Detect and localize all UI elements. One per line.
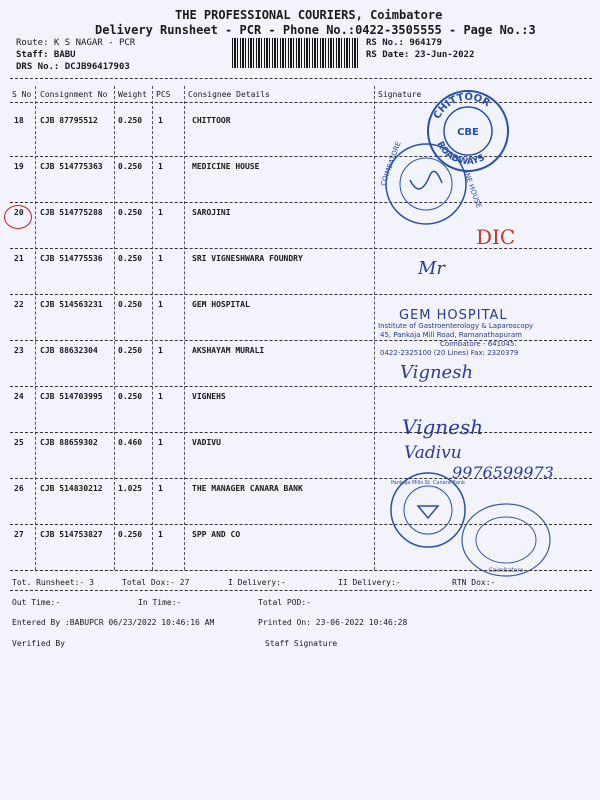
col-separator: [374, 86, 375, 570]
row-sno: 18: [14, 116, 24, 125]
total-pod: Total POD:-: [258, 598, 311, 607]
handwritten-phone: 9976599973: [452, 463, 554, 482]
row-consignee: GEM HOSPITAL: [192, 300, 250, 309]
chittoor-stamp-bottom: ROADWAYS: [434, 139, 487, 168]
row-consignment: CJB 514775536: [40, 254, 103, 263]
col-sno: S No: [12, 90, 32, 99]
svg-text:CHITTOOR: [432, 92, 492, 121]
row-consignment: CJB 514753827: [40, 530, 103, 539]
row-pcs: 1: [158, 346, 163, 355]
row-pcs: 1: [158, 162, 163, 171]
row-consignment: CJB 514830212: [40, 484, 103, 493]
divider: [10, 570, 592, 571]
handwritten-name: Vadivu: [404, 443, 462, 463]
barcode: [232, 38, 360, 68]
drs-number: DRS No.: DCJB96417903: [16, 62, 130, 72]
chittoor-stamp-center: CBE: [457, 127, 479, 138]
staff-signature: Staff Signature: [265, 639, 338, 648]
row-weight: 0.250: [118, 254, 143, 263]
chittoor-stamp-top: CHITTOOR: [431, 91, 492, 121]
col-pcs: PCS: [156, 90, 171, 99]
row-consignment: CJB 514563231: [40, 300, 103, 309]
round-stamp-right: [458, 500, 554, 580]
round-stamp-text: Coimbatore: [488, 567, 524, 574]
row-pcs: 1: [158, 392, 163, 401]
company-title: THE PROFESSIONAL COURIERS, Coimbatore: [175, 8, 443, 22]
row-consignee: VIGNEHS: [192, 392, 226, 401]
row-consignment: CJB 514775363: [40, 162, 103, 171]
row-sno: 20: [14, 208, 24, 217]
i-delivery: I Delivery:-: [228, 578, 286, 587]
gem-stamp-line3: Coimbatore - 641045.: [440, 340, 517, 348]
route: Route: K S NAGAR - PCR: [16, 38, 136, 48]
row-consignee: AKSHAYAM MURALI: [192, 346, 265, 355]
row-pcs: 1: [158, 116, 163, 125]
gem-stamp-line2: 45, Pankaja Mill Road, Ramanathapuram: [380, 331, 522, 339]
medicine-stamp-left: COIMBATORE: [379, 140, 403, 188]
row-consignee: MEDICINE HOUSE: [192, 162, 260, 171]
col-consignee: Consignee Details: [188, 90, 270, 99]
ii-delivery: II Delivery:-: [338, 578, 401, 587]
row-sno: 26: [14, 484, 24, 493]
row-sno: 21: [14, 254, 24, 263]
out-time: Out Time:-: [12, 598, 61, 607]
row-consignee: VADIVU: [192, 438, 221, 447]
row-sno: 19: [14, 162, 24, 171]
row-divider: [10, 202, 592, 203]
row-sno: 24: [14, 392, 24, 401]
gem-stamp-name: GEM HOSPITAL: [399, 308, 508, 323]
divider: [10, 590, 592, 591]
runsheet-title: Delivery Runsheet - PCR - Phone No.:0422-3505555 - Page No.:3: [95, 23, 536, 37]
row-consignment: CJB 514703995: [40, 392, 103, 401]
row-consignment: CJB 514775288: [40, 208, 103, 217]
row-consignee: SAROJINI: [192, 208, 231, 217]
handwritten-signature: Mr: [418, 258, 446, 279]
in-time: In Time:-: [138, 598, 182, 607]
row-pcs: 1: [158, 300, 163, 309]
highlight-circle: [4, 205, 32, 229]
row-sno: 27: [14, 530, 24, 539]
printed-on: Printed On: 23-06-2022 10:46:28: [258, 618, 408, 627]
gem-stamp-line4: 0422-2325100 (20 Lines) Fax: 2320379: [380, 349, 519, 357]
row-weight: 0.460: [118, 438, 143, 447]
row-weight: 0.250: [118, 530, 143, 539]
entered-by: Entered By :BABUPCR 06/23/2022 10:46:16 AM: [12, 618, 215, 627]
row-sno: 23: [14, 346, 24, 355]
row-divider: [10, 294, 592, 295]
handwritten-signature: Vignesh: [400, 362, 474, 383]
row-pcs: 1: [158, 254, 163, 263]
rs-date: RS Date: 23-Jun-2022: [366, 50, 475, 60]
handwritten-dic: DIC: [476, 225, 516, 249]
col-separator: [35, 86, 36, 570]
total-dox: Total Dox:- 27: [122, 578, 190, 587]
canara-bank-stamp: [388, 470, 468, 550]
row-consignee: THE MANAGER CANARA BANK: [192, 484, 303, 493]
row-sno: 25: [14, 438, 24, 447]
row-consignee: SPP AND CO: [192, 530, 241, 539]
handwritten-signature: Vignesh: [402, 415, 484, 439]
col-separator: [152, 86, 153, 570]
row-divider: [10, 386, 592, 387]
row-consignee: SRI VIGNESHWARA FOUNDRY: [192, 254, 303, 263]
col-weight: Weight: [118, 90, 147, 99]
row-weight: 0.250: [118, 300, 143, 309]
row-weight: 0.250: [118, 346, 143, 355]
rtn-dox: RTN Dox:-: [452, 578, 496, 587]
medicine-stamp-right: INE HOUSE: [462, 170, 483, 210]
canara-stamp-text: Pankaja Mills St. Canara Bank: [391, 480, 465, 486]
row-consignment: CJB 87795512: [40, 116, 98, 125]
row-weight: 0.250: [118, 392, 143, 401]
row-divider: [10, 432, 592, 433]
row-pcs: 1: [158, 208, 163, 217]
verified-by: Verified By: [12, 639, 65, 648]
col-separator: [184, 86, 185, 570]
row-consignee: CHITTOOR: [192, 116, 231, 125]
rs-number: RS No.: 964179: [366, 38, 442, 48]
gem-stamp-line1: Institute of Gastroenterology & Laparoscopy: [378, 322, 534, 330]
row-weight: 0.250: [118, 162, 143, 171]
row-weight: 1.025: [118, 484, 143, 493]
divider: [10, 78, 592, 79]
col-signature: Signature: [378, 90, 422, 99]
medicine-house-stamp: [379, 140, 483, 228]
row-consignment: CJB 88632304: [40, 346, 98, 355]
staff: Staff: BABU: [16, 50, 76, 60]
tot-runsheet: Tot. Runsheet:- 3: [12, 578, 94, 587]
row-consignment: CJB 88659302: [40, 438, 98, 447]
col-consignment: Consignment No: [40, 90, 108, 99]
row-weight: 0.250: [118, 208, 143, 217]
row-weight: 0.250: [118, 116, 143, 125]
col-separator: [114, 86, 115, 570]
row-pcs: 1: [158, 484, 163, 493]
row-sno: 22: [14, 300, 24, 309]
row-pcs: 1: [158, 530, 163, 539]
row-pcs: 1: [158, 438, 163, 447]
